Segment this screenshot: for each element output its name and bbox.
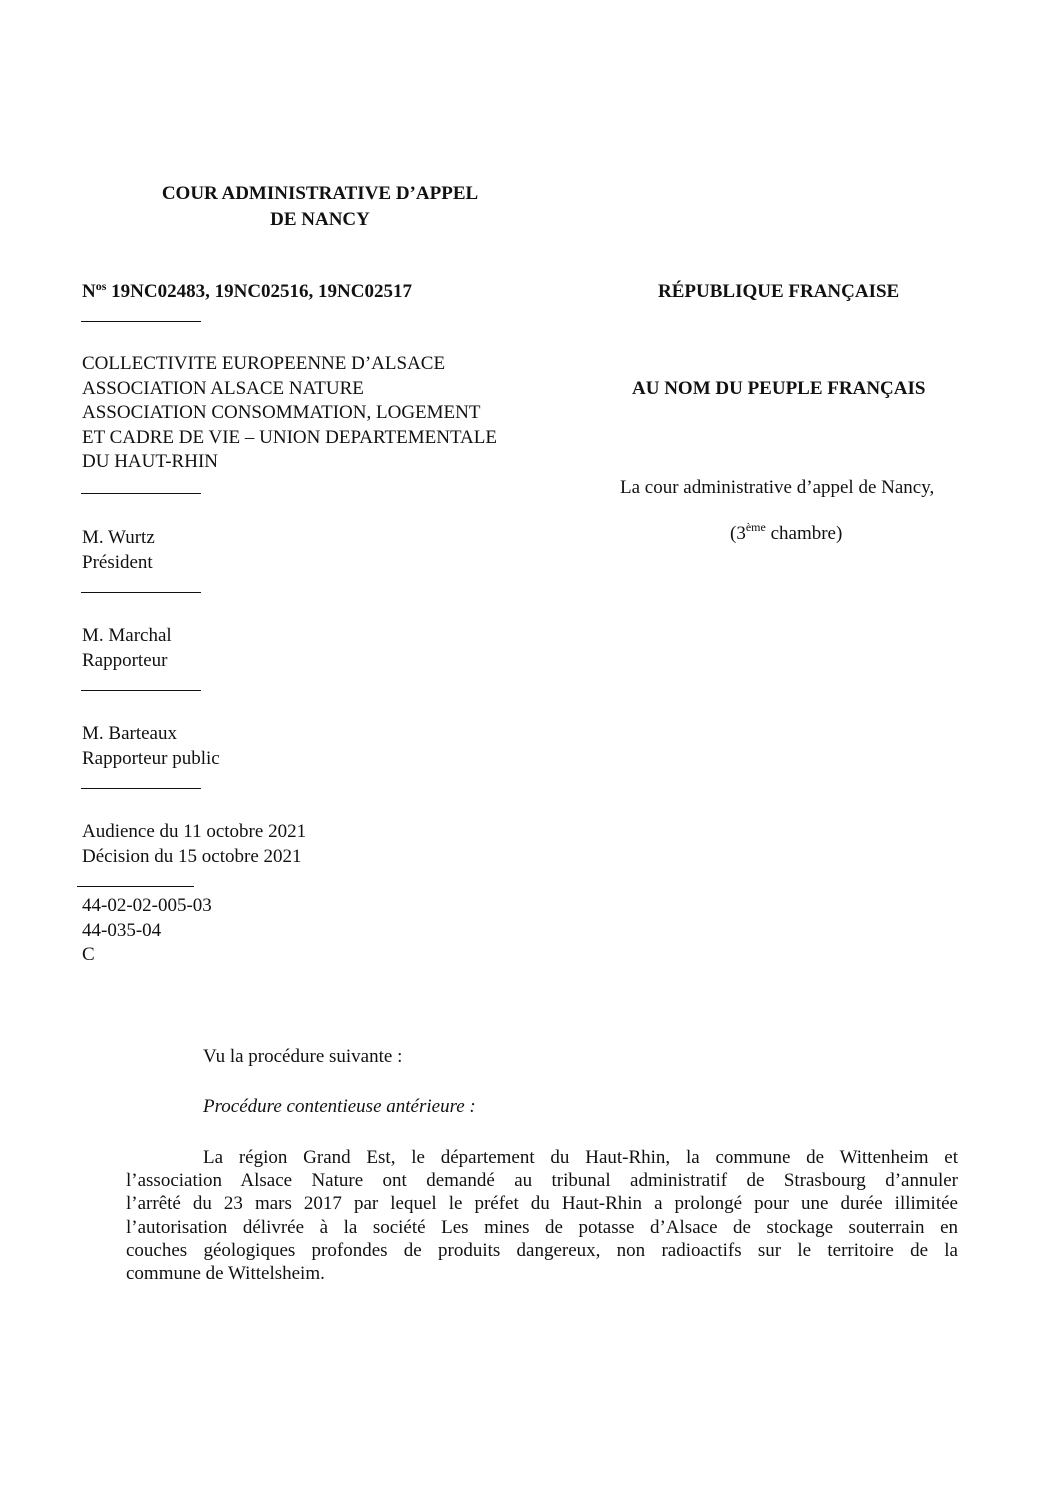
code-line: 44-02-02-005-03 (82, 895, 212, 916)
chamber-label (730, 520, 843, 544)
party-line: ET CADRE DE VIE – UNION DEPARTEMENTALE (82, 426, 497, 448)
case-numbers-list: 19NC02483, 19NC02516, 19NC02517 (106, 281, 412, 302)
chamber-rest: chambre) (765, 523, 843, 544)
in-name-heading: AU NOM DU PEUPLE FRANÇAIS (632, 378, 926, 399)
section-title: Procédure contentieuse antérieure : (203, 1096, 476, 1117)
president-role: Président (82, 551, 153, 573)
court-intro: La cour administrative d’appel de Nancy, (620, 477, 935, 498)
court-name-line2: DE NANCY (270, 209, 370, 230)
rapporteur-public-block (82, 722, 220, 771)
paragraph-line: l’autorisation délivrée à la société Les mines de potasse d’Alsace de stockage souterrain en (126, 1216, 958, 1238)
chamber-open: (3 (730, 523, 746, 544)
procedure-intro: Vu la procédure suivante : (203, 1046, 403, 1067)
republic-heading: RÉPUBLIQUE FRANÇAISE (658, 281, 900, 302)
body-paragraph (126, 1146, 958, 1285)
court-name-line1: COUR ADMINISTRATIVE D’APPEL (161, 183, 479, 204)
separator-rule (81, 690, 201, 691)
president-name: M. Wurtz (82, 527, 155, 548)
rapporteur-public-role: Rapporteur public (82, 747, 220, 769)
code-line: C (82, 944, 95, 965)
rapporteur-role: Rapporteur (82, 649, 168, 671)
rapporteur-block (82, 624, 172, 673)
chamber-sup: ème (745, 520, 766, 534)
paragraph-line: couches géologiques profondes de produits dangereux, non radioactifs sur le territoire de la (126, 1239, 958, 1261)
separator-rule (77, 886, 194, 887)
classification-codes (82, 894, 212, 968)
case-numbers-prefix: N (82, 281, 96, 302)
parties-list (82, 352, 497, 475)
separator-rule (81, 788, 201, 789)
separator-rule (81, 321, 201, 322)
paragraph-line: l’arrêté du 23 mars 2017 par lequel le préfet du Haut-Rhin a prolongé pour une durée illimitée (126, 1193, 958, 1215)
case-numbers (82, 279, 412, 302)
paragraph-line: La région Grand Est, le département du Haut-Rhin, la commune de Wittenheim et (203, 1147, 958, 1168)
rapporteur-name: M. Marchal (82, 625, 172, 646)
party-line: COLLECTIVITE EUROPEENNE D’ALSACE (82, 353, 446, 374)
party-line: DU HAUT-RHIN (82, 451, 218, 472)
rapporteur-public-name: M. Barteaux (82, 723, 177, 744)
paragraph-line: l’association Alsace Nature ont demandé au tribunal administratif de Strasbourg d’annuler (126, 1170, 958, 1192)
party-line: ASSOCIATION ALSACE NATURE (82, 377, 364, 399)
party-line: ASSOCIATION CONSOMMATION, LOGEMENT (82, 402, 481, 423)
separator-rule (81, 592, 201, 593)
code-line: 44-035-04 (82, 919, 162, 941)
paragraph-line: commune de Wittelsheim. (126, 1263, 325, 1285)
audience-date: Audience du 11 octobre 2021 (82, 821, 307, 842)
dates-block (82, 820, 306, 869)
case-numbers-sup: os (95, 279, 107, 293)
court-name (142, 181, 498, 233)
decision-date: Décision du 15 octobre 2021 (82, 845, 302, 867)
separator-rule (81, 493, 201, 494)
president-block (82, 526, 155, 575)
